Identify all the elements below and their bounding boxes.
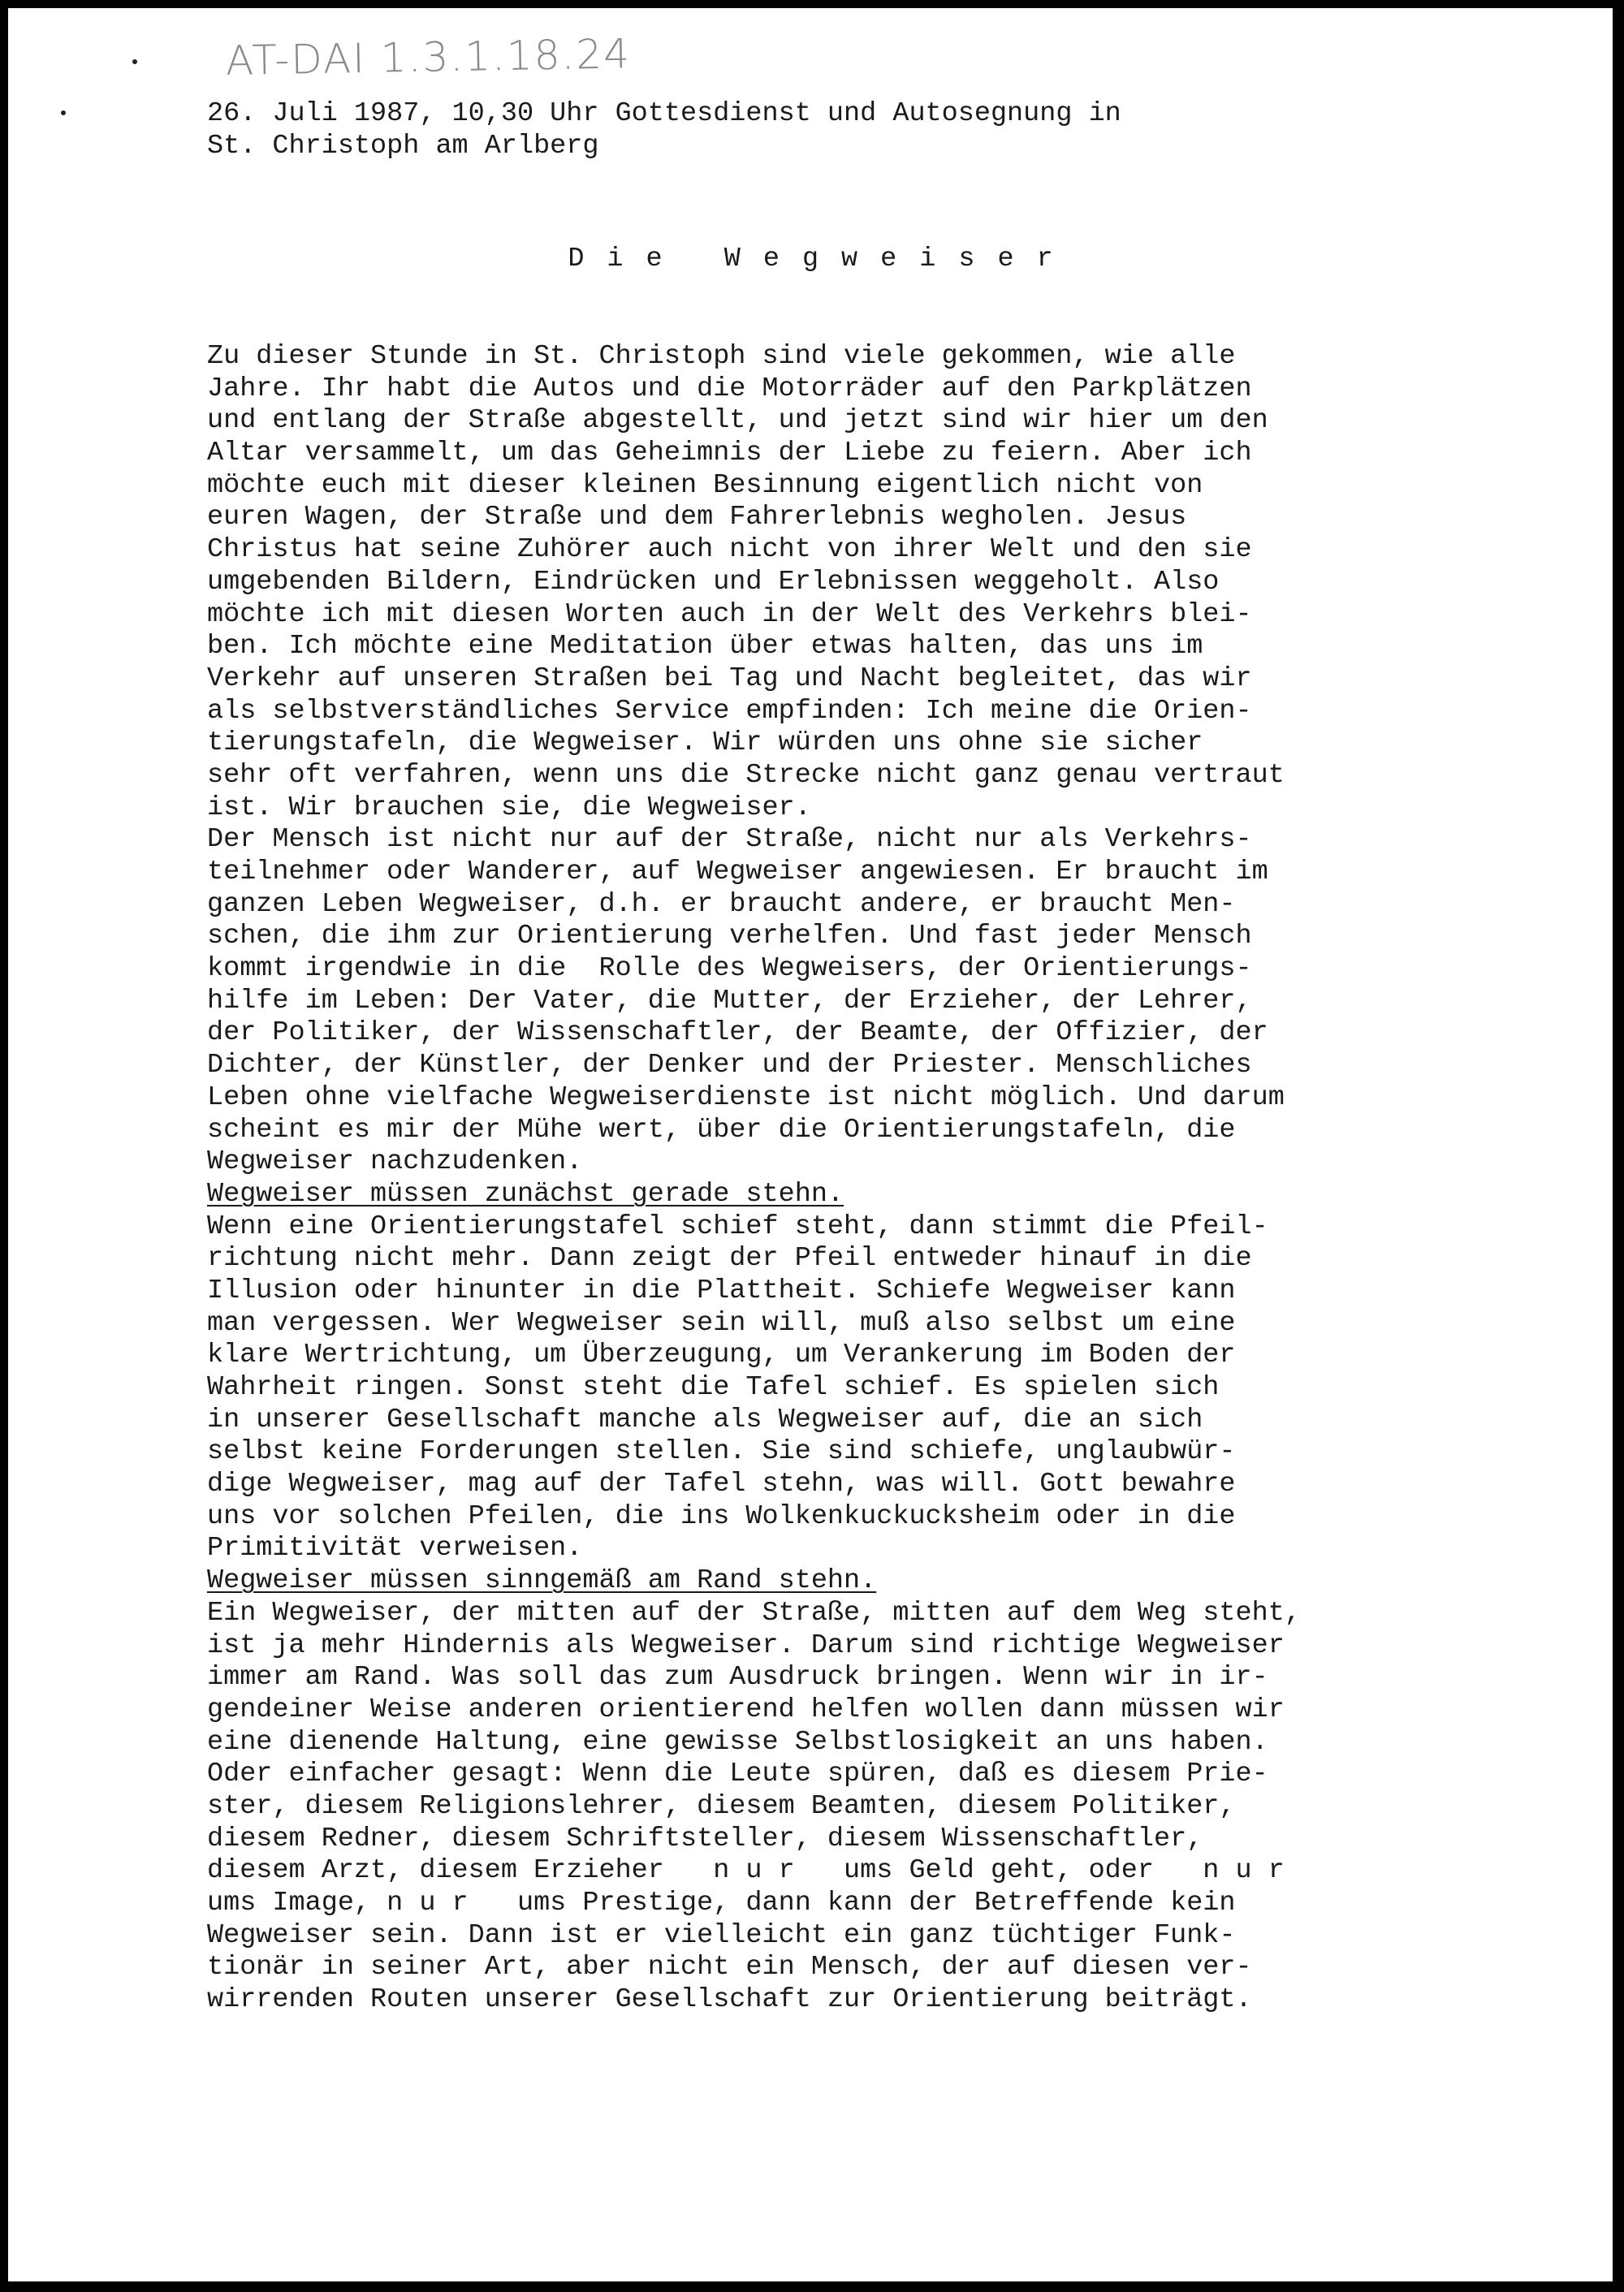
text-line: Illusion oder hinunter in die Plattheit. Schiefe Wegweiser kann: [207, 1275, 1236, 1306]
header-place-line: St. Christoph am Arlberg: [207, 131, 599, 162]
text-line: kommt irgendwie in die Rolle des Wegweisers, der Orientierungs-: [207, 953, 1252, 985]
section-heading-gerade-stehn: Wegweiser müssen zunächst gerade stehn.: [207, 1178, 844, 1210]
text-line: klare Wertrichtung, um Überzeugung, um Verankerung im Boden der: [207, 1340, 1236, 1371]
text-line: ben. Ich möchte eine Meditation über etwas halten, das uns im: [207, 631, 1203, 663]
text-line: teilnehmer oder Wanderer, auf Wegweiser angewiesen. Er braucht im: [207, 857, 1268, 887]
text-line: tierungstafeln, die Wegweiser. Wir würden uns ohne sie sicher: [207, 727, 1203, 759]
text-line: Verkehr auf unseren Straßen bei Tag und Nacht begleitet, das wir: [207, 663, 1252, 694]
text-line: man vergessen. Wer Wegweiser sein will, muß also selbst um eine: [207, 1307, 1236, 1339]
text-line: Wahrheit ringen. Sonst steht die Tafel schief. Es spielen sich: [207, 1372, 1220, 1403]
text-line: der Politiker, der Wissenschaftler, der Beamte, der Offizier, der: [207, 1017, 1268, 1049]
document-title: Die Wegweiser: [568, 244, 1076, 274]
text-line: Jahre. Ihr habt die Autos und die Motorräder auf den Parkplätzen: [207, 373, 1252, 404]
document-page: [8, 8, 1613, 2281]
text-line: diesem Arzt, diesem Erzieher n u r ums Geld geht, oder n u r: [207, 1855, 1285, 1887]
text-line: ster, diesem Religionslehrer, diesem Beamten, diesem Politiker,: [207, 1790, 1236, 1822]
text-line: scheint es mir der Mühe wert, über die Orientierungstafeln, die: [207, 1114, 1236, 1146]
text-line: Christus hat seine Zuhörer auch nicht von ihrer Welt und den sie: [207, 534, 1252, 566]
text-line: uns vor solchen Pfeilen, die ins Wolkenkuckucksheim oder in die: [207, 1500, 1236, 1532]
header-date-line: 26. Juli 1987, 10,30 Uhr Gottesdienst und Autosegnung in: [207, 98, 1121, 129]
text-line: umgebenden Bildern, Eindrücken und Erlebnissen weggeholt. Also: [207, 566, 1220, 598]
text-line: Altar versammelt, um das Geheimnis der Liebe zu feiern. Aber ich: [207, 438, 1252, 469]
text-line: eine dienende Haltung, eine gewisse Selbstlosigkeit an uns haben.: [207, 1726, 1268, 1758]
punch-mark: [132, 59, 137, 64]
text-line: Wegweiser sein. Dann ist er vielleicht ein ganz tüchtiger Funk-: [207, 1919, 1236, 1951]
text-line: ist ja mehr Hindernis als Wegweiser. Darum sind richtige Wegweiser: [207, 1629, 1285, 1661]
text-line: Ein Wegweiser, der mitten auf der Straße, mitten auf dem Weg steht,: [207, 1597, 1301, 1629]
text-line: als selbstverständliches Service empfinden: Ich meine die Orien-: [207, 695, 1252, 727]
text-line: ums Image, n u r ums Prestige, dann kann der Betreffende kein: [207, 1888, 1236, 1919]
text-line: ganzen Leben Wegweiser, d.h. er braucht andere, er braucht Men-: [207, 888, 1236, 920]
text-line: Oder einfacher gesagt: Wenn die Leute spüren, daß es diesem Prie-: [207, 1759, 1268, 1790]
text-line: möchte euch mit dieser kleinen Besinnung eigentlich nicht von: [207, 469, 1203, 501]
text-line: Leben ohne vielfache Wegweiserdienste ist nicht möglich. Und darum: [207, 1081, 1285, 1113]
text-line: richtung nicht mehr. Dann zeigt der Pfeil entweder hinauf in die: [207, 1243, 1252, 1275]
text-line: diesem Redner, diesem Schriftsteller, diesem Wissenschaftler,: [207, 1823, 1203, 1854]
text-line: immer am Rand. Was soll das zum Ausdruck bringen. Wenn wir in ir-: [207, 1662, 1268, 1694]
text-line: selbst keine Forderungen stellen. Sie sind schiefe, unglaubwür-: [207, 1436, 1236, 1468]
text-line: Zu dieser Stunde in St. Christoph sind viele gekommen, wie alle: [207, 341, 1236, 372]
punch-mark: [61, 110, 66, 115]
text-line: möchte ich mit diesen Worten auch in der Welt des Verkehrs blei-: [207, 598, 1252, 630]
text-line: Primitivität verweisen.: [207, 1533, 583, 1565]
text-line: Der Mensch ist nicht nur auf der Straße, nicht nur als Verkehrs-: [207, 824, 1252, 856]
text-line: hilfe im Leben: Der Vater, die Mutter, der Erzieher, der Lehrer,: [207, 985, 1252, 1017]
text-line: wirrenden Routen unserer Gesellschaft zur Orientierung beiträgt.: [207, 1984, 1252, 2016]
section-heading-am-rand-stehn: Wegweiser müssen sinngemäß am Rand stehn.: [207, 1565, 877, 1597]
text-line: gendeiner Weise anderen orientierend helfen wollen dann müssen wir: [207, 1694, 1285, 1725]
text-line: dige Wegweiser, mag auf der Tafel stehn, was will. Gott bewahre: [207, 1469, 1236, 1500]
text-line: und entlang der Straße abgestellt, und jetzt sind wir hier um den: [207, 405, 1268, 437]
text-line: euren Wagen, der Straße und dem Fahrerlebnis wegholen. Jesus: [207, 502, 1187, 533]
document-body: [207, 341, 1301, 2017]
text-line: tionär in seiner Art, aber nicht ein Mensch, der auf diesen ver-: [207, 1952, 1252, 1983]
text-line: ist. Wir brauchen sie, die Wegweiser.: [207, 792, 811, 823]
text-line: in unserer Gesellschaft manche als Wegweiser auf, die an sich: [207, 1404, 1203, 1435]
text-line: Dichter, der Künstler, der Denker und der Priester. Menschliches: [207, 1050, 1252, 1081]
archive-reference-stamp: AT-DAI 1.3.1.18.24: [225, 30, 632, 84]
text-line: Wenn eine Orientierungstafel schief steht, dann stimmt die Pfeil-: [207, 1211, 1268, 1242]
text-line: sehr oft verfahren, wenn uns die Strecke nicht ganz genau vertraut: [207, 759, 1285, 791]
text-line: schen, die ihm zur Orientierung verhelfen. Und fast jeder Mensch: [207, 921, 1252, 952]
document-header: [207, 97, 1121, 162]
text-line: Wegweiser nachzudenken.: [207, 1146, 583, 1178]
